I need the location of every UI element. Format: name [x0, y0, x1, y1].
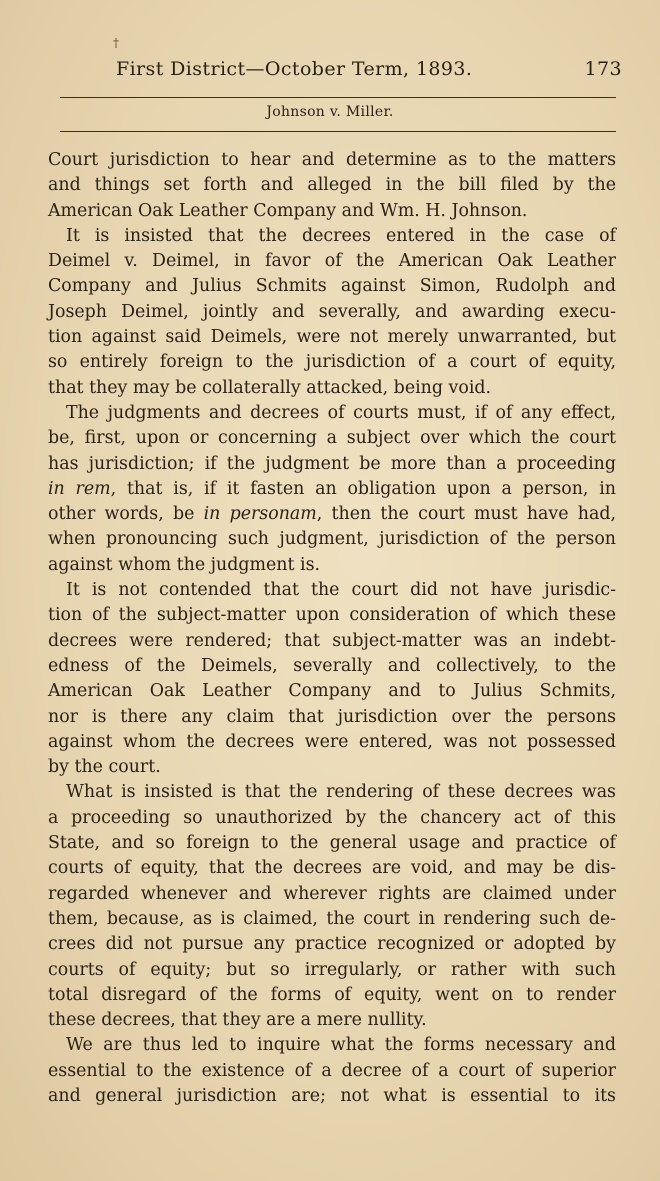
text-line: State, and so foreign to the general usage and practice of — [48, 833, 616, 854]
text-segment: , that is, if it fasten an obligation upon a person, in — [110, 478, 616, 499]
text-line: and things set forth and alleged in the bill filed by the — [48, 175, 616, 196]
text-line: regarded whenever and wherever rights are claimed under — [48, 883, 616, 904]
text-line: What is insisted is that the rendering of these decrees was — [66, 782, 616, 803]
text-segment: , then the court must have had, — [316, 504, 616, 525]
text-line: American Oak Leather Company and to Julius Schmits, — [48, 681, 616, 702]
text-line: Court jurisdiction to hear and determine as to the matters — [48, 150, 616, 170]
text-line — [48, 477, 616, 502]
text-line: The judgments and decrees of courts must, if of any effect, — [66, 402, 616, 423]
text-line: so entirely foreign to the jurisdiction of a court of equity, — [48, 352, 616, 373]
running-title: First District—October Term, 1893. — [116, 58, 473, 80]
text-line: courts of equity; but so irregularly, or rather with such — [48, 959, 616, 980]
text-line: when pronouncing such judgment, jurisdiction of the person — [48, 529, 616, 550]
case-title: Johnson v. Miller. — [266, 104, 394, 120]
text-line: essential to the existence of a decree of a court of superior — [48, 1060, 616, 1081]
printer-mark: † — [113, 36, 119, 50]
running-head — [116, 58, 622, 80]
text-line: that they may be collaterally attacked, being void. — [48, 377, 492, 398]
text-line: against whom the judgment is. — [48, 554, 321, 575]
italic-phrase: in personam — [203, 504, 317, 525]
text-line: We are thus led to inquire what the forms necessary and — [66, 1035, 616, 1056]
text-line — [48, 502, 616, 527]
text-line: tion against said Deimels, were not merely unwarranted, but — [48, 327, 616, 348]
text-line: decrees were rendered; that subject-matter was an indebt- — [48, 630, 616, 651]
text-line: and general jurisdiction are; not what is essential to its — [48, 1085, 616, 1106]
body-text — [48, 148, 616, 1109]
text-line: courts of equity, that the decrees are void, and may be dis- — [48, 858, 616, 879]
header-rule — [60, 97, 616, 98]
text-line: a proceeding so unauthorized by the chancery act of this — [48, 807, 616, 828]
text-line: against whom the decrees were entered, was not possessed — [48, 731, 616, 752]
text-line: It is insisted that the decrees entered in the case of — [66, 225, 616, 246]
text-line: Joseph Deimel, jointly and severally, and awarding execu- — [48, 301, 616, 322]
page-number: 173 — [584, 58, 622, 80]
case-title-rule — [60, 131, 616, 132]
text-line: these decrees, that they are a mere nullity. — [48, 1010, 427, 1031]
text-line: nor is there any claim that jurisdiction over the persons — [48, 706, 616, 727]
text-line: Deimel v. Deimel, in favor of the American Oak Leather — [48, 251, 616, 272]
text-line: total disregard of the forms of equity, went on to render — [48, 984, 616, 1005]
text-line: American Oak Leather Company and Wm. H. Johnson. — [48, 200, 528, 221]
text-line: by the court. — [48, 757, 161, 778]
italic-phrase: in rem — [48, 478, 111, 499]
text-line: edness of the Deimels, severally and collectively, to the — [48, 655, 616, 676]
text-line: has jurisdiction; if the judgment be more than a proceeding — [48, 453, 616, 474]
text-line: crees did not pursue any practice recognized or adopted by — [48, 934, 616, 955]
text-segment: other words, be — [48, 504, 204, 525]
text-line: It is not contended that the court did not have jurisdic- — [66, 580, 616, 601]
text-line: tion of the subject-matter upon consideration of which these — [48, 605, 616, 626]
text-line: be, first, upon or concerning a subject over which the court — [48, 428, 616, 449]
text-line: them, because, as is claimed, the court in rendering such de- — [48, 908, 616, 929]
text-line: Company and Julius Schmits against Simon, Rudolph and — [48, 276, 616, 297]
